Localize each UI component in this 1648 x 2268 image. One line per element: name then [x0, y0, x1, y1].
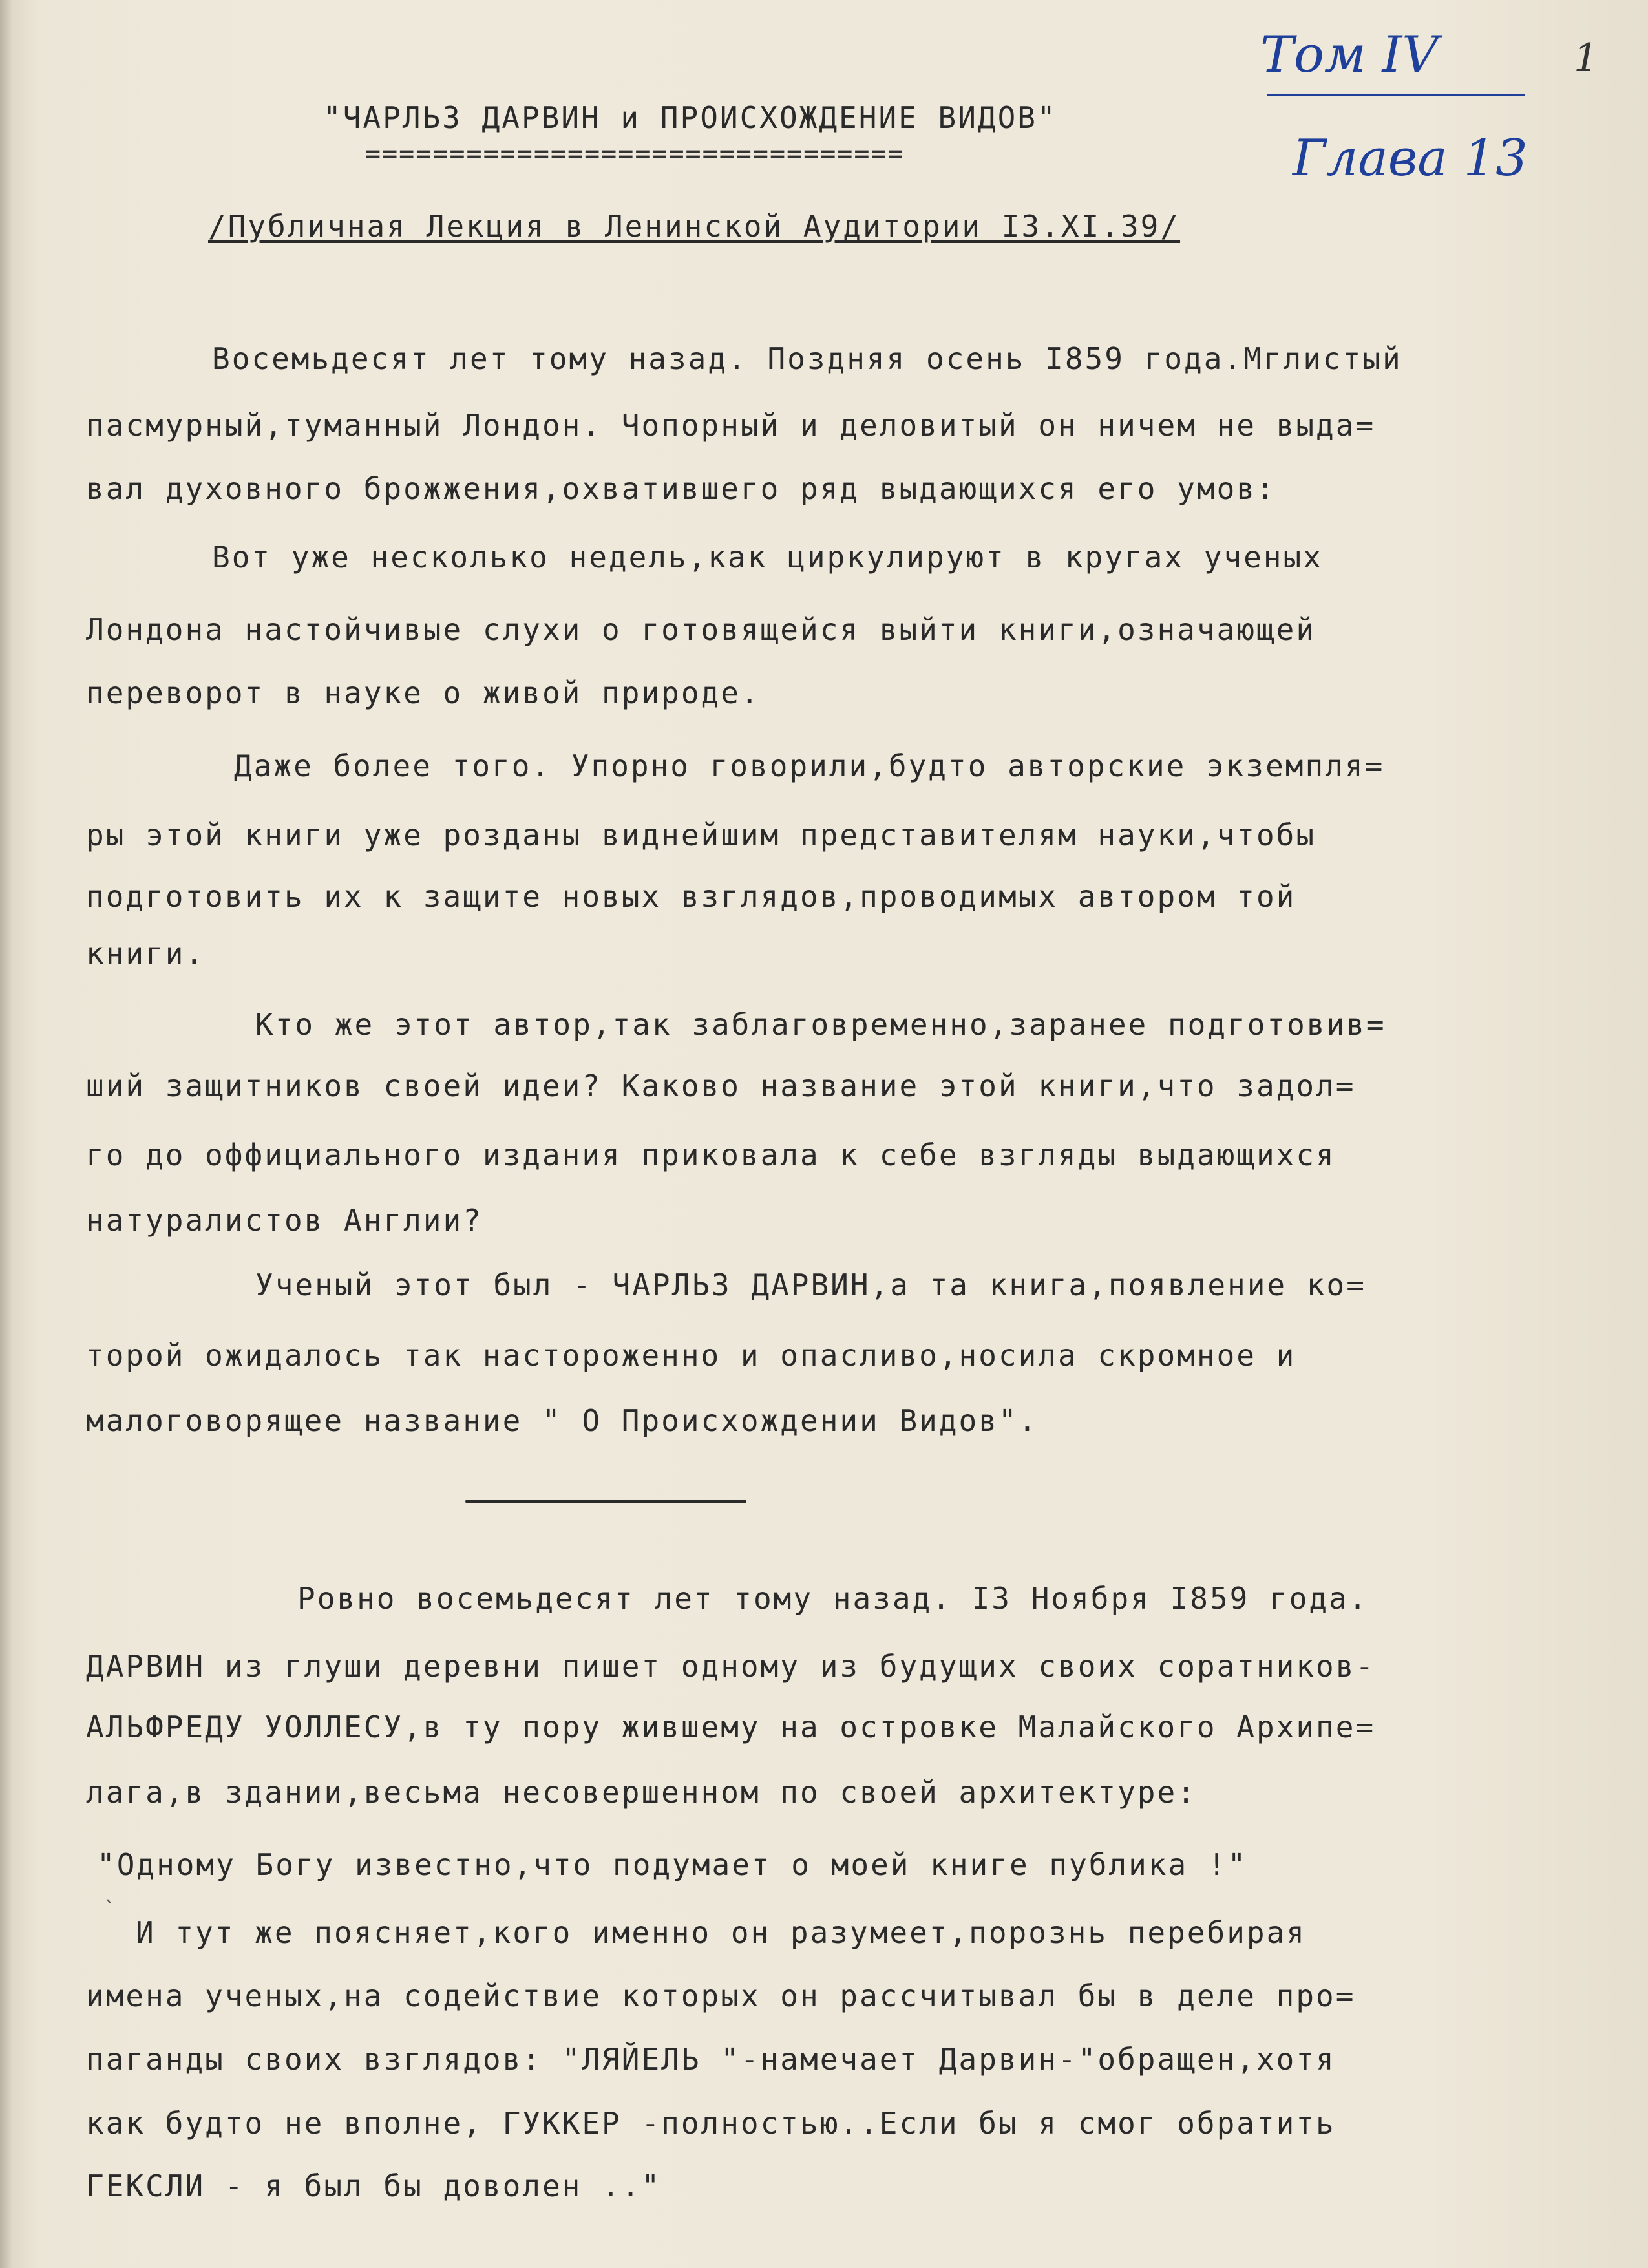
text-line: ший защитников своей идеи? Каково название этой книги,что задол=: [86, 1068, 1356, 1103]
text-line: го до оффициального издания приковала к себе взгляды выдающихся: [86, 1138, 1336, 1172]
text-line: вал духовного брожжения,охватившего ряд выдающихся его умов:: [86, 471, 1276, 506]
text-line: пасмурный,туманный Лондон. Чопорный и деловитый он ничем не выда=: [86, 408, 1376, 443]
text-line: лага,в здании,весьма несовершенном по своей архитектуре:: [86, 1775, 1197, 1810]
text-line: Даже более того. Упорно говорили,будто авторские экземпля=: [234, 748, 1385, 783]
text-line: "Одному Богу известно,что подумает о моей книге публика !": [97, 1847, 1248, 1882]
text-line: Кто же этот автор,так заблаговременно,заранее подготовив=: [255, 1007, 1386, 1042]
text-line: Лондона настойчивые слухи о готовящейся выйти книги,означающей: [86, 612, 1316, 647]
text-line: как будто не вполне, ГУККЕР -полностью..Если бы я смог обратить: [86, 2106, 1336, 2141]
lecture-subtitle: /Публичная Лекция в Ленинской Аудитории I3.XI.39/: [208, 209, 1181, 244]
text-line: натуралистов Англии?: [86, 1203, 483, 1238]
handwritten-chapter: Глава 13: [1293, 129, 1528, 187]
text-line: ДАРВИН из глуши деревни пишет одному из будущих своих соратников-: [86, 1649, 1376, 1684]
text-line: Ровно восемьдесят лет тому назад. I3 Ноября I859 года.: [297, 1581, 1369, 1616]
text-line: ры этой книги уже розданы виднейшим представителям науки,чтобы: [86, 818, 1316, 853]
document-title: "ЧАРЛЬЗ ДАРВИН и ПРОИСХОЖДЕНИЕ ВИДОВ": [323, 100, 1057, 135]
text-line: АЛЬФРЕДУ УОЛЛЕСУ,в ту пору жившему на островке Малайского Архипе=: [86, 1710, 1376, 1744]
text-line: переворот в науке о живой природе.: [86, 675, 761, 710]
text-line: книги.: [86, 936, 206, 971]
text-line: Вот уже несколько недель,как циркулируют в кругах ученых: [212, 540, 1323, 575]
handwritten-underline: [1267, 94, 1525, 96]
text-line: И тут же поясняет,кого именно он разумеет,порознь перебирая: [136, 1915, 1306, 1950]
text-line: имена ученых,на содействие которых он рассчитывал бы в деле про=: [86, 1978, 1356, 2013]
page-number: 1: [1574, 36, 1599, 81]
section-separator: [465, 1500, 746, 1503]
text-line: торой ожидалось так настороженно и опасливо,носила скромное и: [86, 1338, 1296, 1373]
page-edge: [0, 0, 12, 2268]
text-line: Восемьдесят лет тому назад. Поздняя осень I859 года.Мглистый: [212, 341, 1402, 376]
margin-mark: `: [103, 1897, 117, 1923]
text-line: подготовить их к защите новых взглядов,проводимых автором той: [86, 879, 1296, 914]
handwritten-volume: Том IV: [1260, 26, 1439, 84]
title-underline: ================================: [365, 139, 905, 169]
text-line: малоговорящее название " О Происхождении Видов".: [86, 1403, 1039, 1438]
text-line: паганды своих взглядов: "ЛЯЙЕЛЬ "-намечает Дарвин-"обращен,хотя: [86, 2042, 1336, 2077]
text-line: ГЕКСЛИ - я был бы доволен ..": [86, 2168, 662, 2203]
text-line: Ученый этот был - ЧАРЛЬЗ ДАРВИН,а та книга,появление ко=: [255, 1267, 1366, 1302]
